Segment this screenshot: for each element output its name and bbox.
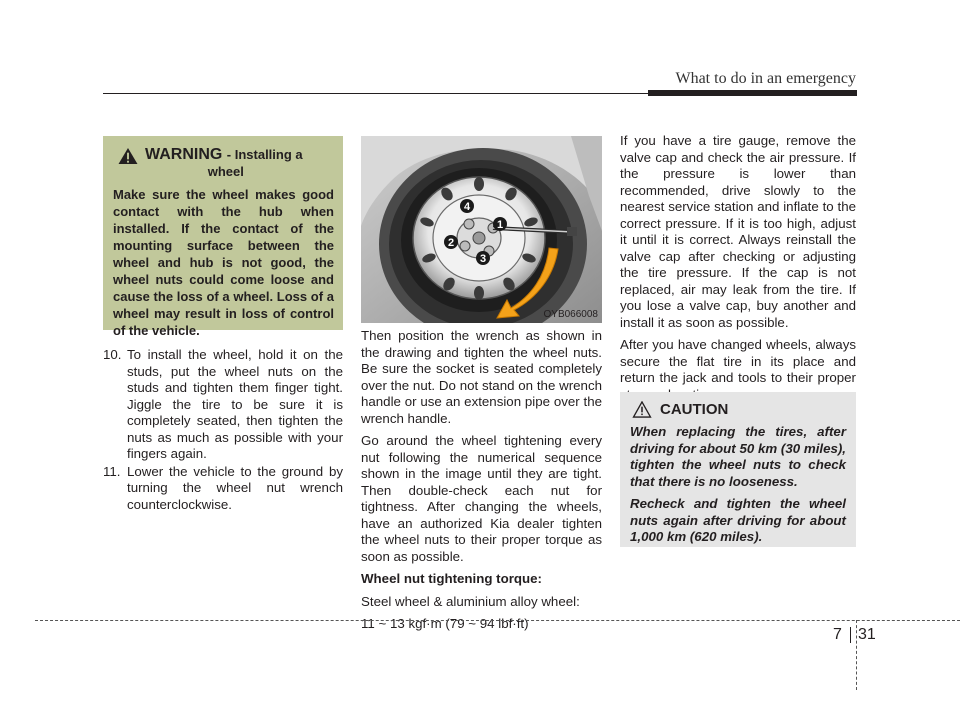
torque-value: 11 ~ 13 kgf·m (79 ~ 94 lbf·ft): [361, 616, 529, 631]
step-text: Lower the vehicle to the ground by turning the wheel nut wrench counterclockwise.: [127, 463, 343, 512]
caution-text: Recheck and tighten the wheel nuts again after driving for about 1,000 km (620 miles).: [630, 496, 846, 544]
torque-heading: Wheel nut tightening torque:: [361, 571, 542, 586]
paragraph: Then position the wrench as shown in the drawing and tighten the wheel nuts. Be sure the socket is seated completely over the nut. Do not stand on the wrench handle or use an extension pipe over the wrench handle.: [361, 328, 602, 426]
middle-column: [361, 328, 602, 639]
warning-box: [103, 136, 343, 338]
section-title: What to do in an emergency: [675, 70, 856, 87]
callout-3: [476, 251, 490, 265]
svg-text:2: 2: [447, 237, 455, 249]
torque-wheel-type: Steel wheel & aluminium alloy wheel:: [361, 593, 580, 609]
svg-text:1: 1: [496, 219, 504, 231]
step-number: 11.: [103, 463, 121, 479]
right-column: [620, 133, 856, 409]
callout-4: [460, 199, 474, 213]
callout-1: [493, 217, 507, 231]
paragraph: Go around the wheel tightening every nut following the numerical sequence shown in the image until they are tight. Then double-check each nut for tightness. After changing the wheels, have an authorized Kia dealer tighten the wheel nuts to their proper torque as soon as possible.: [361, 433, 602, 564]
caution-text: When replacing the tires, after driving for about 50 km (30 miles), tighten the wheel nuts to check that there is no looseness.: [630, 424, 846, 489]
wheel-drawing: [361, 136, 602, 323]
callout-2: [444, 235, 458, 249]
warning-text: Make sure the wheel makes good contact with the hub when installed. If the contact of the mounting surface between the wheel and hub is not good, the wheel nuts could come loose and cause the loss of a wheel. Loss of a wheel may result in loss of control of the vehicle.: [113, 187, 334, 338]
svg-text:3: 3: [479, 253, 487, 265]
chapter-number: 7: [833, 626, 842, 643]
caution-triangle-icon: [632, 401, 652, 418]
wheel-illustration: [361, 136, 602, 323]
figure-code: OYB066008: [543, 309, 598, 320]
paragraph: After you have changed wheels, always secure the flat tire in its place and return the jack and tools to their proper: [620, 337, 856, 385]
svg-text:4: 4: [463, 201, 471, 213]
caution-title: CAUTION: [660, 401, 729, 418]
warning-heading: [117, 146, 334, 180]
footer-rule: [35, 620, 960, 621]
warning-title: WARNING: [145, 146, 223, 163]
step-number: 10.: [103, 347, 122, 362]
steps-list: [103, 347, 343, 514]
paragraph: If you have a tire gauge, remove the valve cap and check the air pressure. If the pressure is lower than recommended, drive slowly to the nearest service station and inflate to the correct pressure. If it is too high, adjust it until it is correct. Always reinstall the valve cap after checking or adjusting the tire pressure. If the cap is not replaced, air may leak from the tire. If you lose a valve cap, buy another and install it as soon as possible.: [620, 133, 856, 330]
page-number: 31: [858, 626, 876, 643]
caution-heading: [632, 401, 846, 418]
header-bar: [648, 90, 857, 96]
list-item: [103, 464, 343, 514]
page-separator: [850, 627, 851, 643]
list-item: [103, 347, 343, 463]
footer-vertical-rule: [856, 620, 857, 690]
caution-box: [620, 392, 856, 547]
warning-subtitle: - Installing a: [226, 147, 303, 162]
step-text: To install the wheel, hold it on the studs, put the wheel nuts on the studs and tighten them finger tight. Jiggle the tire to be sure it is completely seated, then tighten the nuts as much as possible with your fingers again.: [127, 347, 343, 461]
warning-triangle-icon: [117, 147, 139, 165]
warning-subtitle-line2: wheel: [207, 164, 244, 179]
